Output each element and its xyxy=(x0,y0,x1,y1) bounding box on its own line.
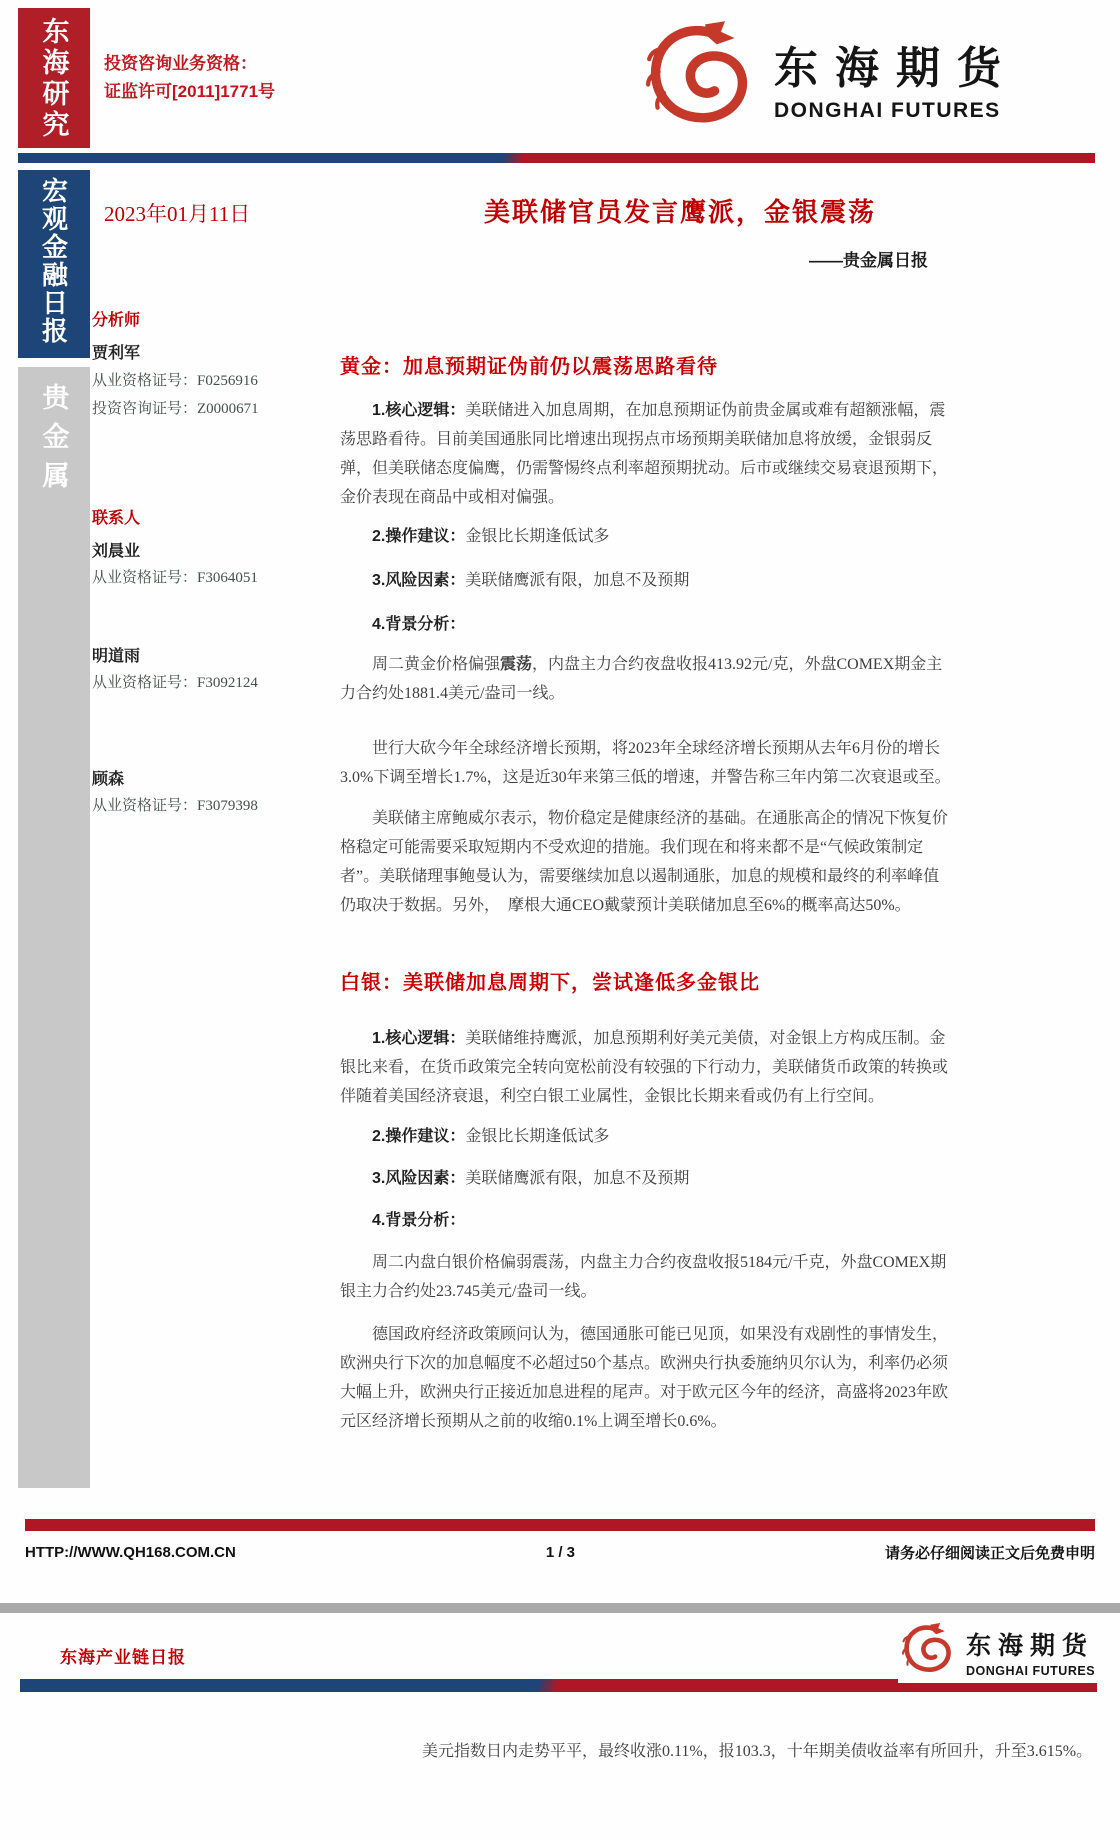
gold-background-para-1: 周二黄金价格偏强震荡，内盘主力合约夜盘收报413.92元/克，外盘COMEX期金主力合约处1881.4美元/盎司一线。 xyxy=(340,656,943,702)
brand-research-box xyxy=(18,8,90,148)
footer xyxy=(25,1542,1095,1563)
gold-advice-label: 2.操作建议： xyxy=(372,528,466,545)
silver-core-label: 1.核心逻辑： xyxy=(372,1030,466,1047)
gold-core-label: 1.核心逻辑： xyxy=(372,402,466,419)
page2-company-logo xyxy=(898,1620,1103,1683)
footer-disclaimer-notice: 请务必仔细阅读正文后免费申明 xyxy=(884,1545,1095,1562)
page-break-divider xyxy=(0,1603,1120,1613)
silver-core-logic xyxy=(340,1024,952,1111)
silver-advice xyxy=(340,1122,952,1151)
silver-advice-label: 2.操作建议： xyxy=(372,1128,466,1145)
contact-cert-number: 从业资格证号：F3079398 xyxy=(92,798,258,814)
qualification-text xyxy=(104,50,275,106)
report-title: 美联储官员发言鹰派，金银震荡 xyxy=(483,197,876,227)
report-date: 2023年01月11日 xyxy=(104,202,251,226)
silver-core-text: 美联储维持鹰派，加息预期利好美元美债，对金银上方构成压制。金银比来看，在货币政策完全转向宽松前没有较强的下行动力，美联储货币政策的转换或伴随着美国经济衰退，利空白银工业属性，金银比长期来看或仍有上行空间。 xyxy=(340,1030,949,1105)
gold-section-heading: 黄金：加息预期证伪前仍以震荡思路看待 xyxy=(340,356,718,378)
sidebar-category-label: 贵金属 xyxy=(38,383,69,500)
silver-section-heading: 白银：美联储加息周期下，尝试逢低多金银比 xyxy=(340,972,760,994)
contact-name: 明道雨 xyxy=(92,648,141,665)
gold-background-para-3: 美联储主席鲍威尔表示，物价稳定是健康经济的基础。在通胀高企的情况下恢复价格稳定可能需要采取短期内不受欢迎的措施。我们现在和将来都不是“气候政策制定者”。美联储理事鲍曼认为，需要继续加息以遏制通胀，加息的规模和最终的利率峰值仍取决于数据。另外， 摩根大通CEO戴蒙预计美联储加息至6%的概率高达50%。 xyxy=(340,810,949,914)
dragon-logo-icon xyxy=(902,1622,958,1681)
contact-name: 刘晨业 xyxy=(92,543,141,560)
logo-english-name: DONGHAI FUTURES xyxy=(774,99,1001,122)
footer-url: HTTP://WWW.QH168.COM.CN xyxy=(25,1544,236,1561)
qualification-line2: 证监许可[2011]1771号 xyxy=(104,82,276,101)
brand-research-label: 东海研究 xyxy=(38,17,69,141)
analyst-cert-number: 从业资格证号：F0256916 xyxy=(92,373,258,389)
page2-paragraph: 美元指数日内走势平平，最终收涨0.11%，报103.3，十年期美债收益率有所回升，升至3.615%。 xyxy=(422,1743,1093,1760)
silver-risk xyxy=(340,1164,952,1193)
gold-bg1-emphasis: 震荡 xyxy=(500,656,533,673)
header-divider-bar xyxy=(18,153,1095,163)
gold-core-logic xyxy=(340,396,952,512)
gold-risk xyxy=(340,566,952,595)
sidebar-report-type-box xyxy=(18,170,90,358)
gold-background-para-2: 世行大砍今年全球经济增长预期，将2023年全球经济增长预期从去年6月份的增长3.0%下调至增长1.7%，这是近30年来第三低的增速，并警告称三年内第二次衰退或至。 xyxy=(340,740,951,786)
silver-advice-text: 金银比长期逢低试多 xyxy=(465,1128,610,1145)
sidebar-report-type-label: 宏观金融日报 xyxy=(38,177,69,345)
silver-risk-label: 3.风险因素： xyxy=(372,1170,466,1187)
sidebar-category-box xyxy=(18,367,90,1488)
logo-english-name: DONGHAI FUTURES xyxy=(966,1663,1096,1678)
analyst-advisory-cert-number: 投资咨询证号：Z0000671 xyxy=(92,401,259,417)
report-subtitle: ——贵金属日报 xyxy=(809,251,928,270)
gold-risk-label: 3.风险因素： xyxy=(372,572,466,589)
logo-text xyxy=(774,32,1018,123)
footer-divider-bar xyxy=(25,1519,1095,1531)
qualification-line1: 投资咨询业务资格： xyxy=(104,54,257,73)
gold-background-label: 4.背景分析： xyxy=(372,616,466,633)
logo-text xyxy=(966,1626,1095,1678)
company-logo xyxy=(646,20,1018,135)
gold-core-text: 美联储进入加息周期，在加息预期证伪前贵金属或难有超额涨幅，震荡思路看待。目前美国通胀同比增速出现拐点市场预期美联储加息将放缓，金银弱反弹，但美联储态度偏鹰，仍需警惕终点利率超预期扰动。后市或继续交易衰退预期下，金价表现在商品中或相对偏强。 xyxy=(340,402,949,506)
silver-background-para-1: 周二内盘白银价格偏弱震荡，内盘主力合约夜盘收报5184元/千克，外盘COMEX期银主力合约处23.745美元/盎司一线。 xyxy=(340,1254,947,1300)
silver-background-para-2: 德国政府经济政策顾问认为，德国通胀可能已见顶，如果没有戏剧性的事情发生，欧洲央行下次的加息幅度不必超过50个基点。欧洲央行执委施纳贝尔认为，利率仍必须大幅上升，欧洲央行正接近加息进程的尾声。对于欧元区今年的经济，高盛将2023年欧元区经济增长预期从之前的收缩0.1%上调至增长0.6%。 xyxy=(340,1326,949,1430)
analyst-name: 贾利军 xyxy=(92,345,141,362)
logo-chinese-name: 东海期货 xyxy=(774,44,1018,93)
contact-cert-number: 从业资格证号：F3064051 xyxy=(92,570,258,586)
silver-background-label: 4.背景分析： xyxy=(372,1212,466,1229)
silver-risk-text: 美联储鹰派有限，加息不及预期 xyxy=(465,1170,690,1187)
dragon-logo-icon xyxy=(646,20,762,135)
gold-advice xyxy=(340,522,952,551)
contact-cert-number: 从业资格证号：F3092124 xyxy=(92,675,258,691)
gold-risk-text: 美联储鹰派有限，加息不及预期 xyxy=(465,572,690,589)
page2-report-name: 东海产业链日报 xyxy=(60,1648,186,1667)
footer-page-number: 1 / 3 xyxy=(545,1544,575,1561)
logo-chinese-name: 东海期货 xyxy=(966,1631,1095,1660)
analyst-section-label: 分析师 xyxy=(92,312,141,329)
gold-advice-text: 金银比长期逢低试多 xyxy=(465,528,610,545)
analyst-panel xyxy=(92,307,338,827)
contact-section-label: 联系人 xyxy=(92,510,141,527)
contact-name: 顾森 xyxy=(92,771,125,788)
